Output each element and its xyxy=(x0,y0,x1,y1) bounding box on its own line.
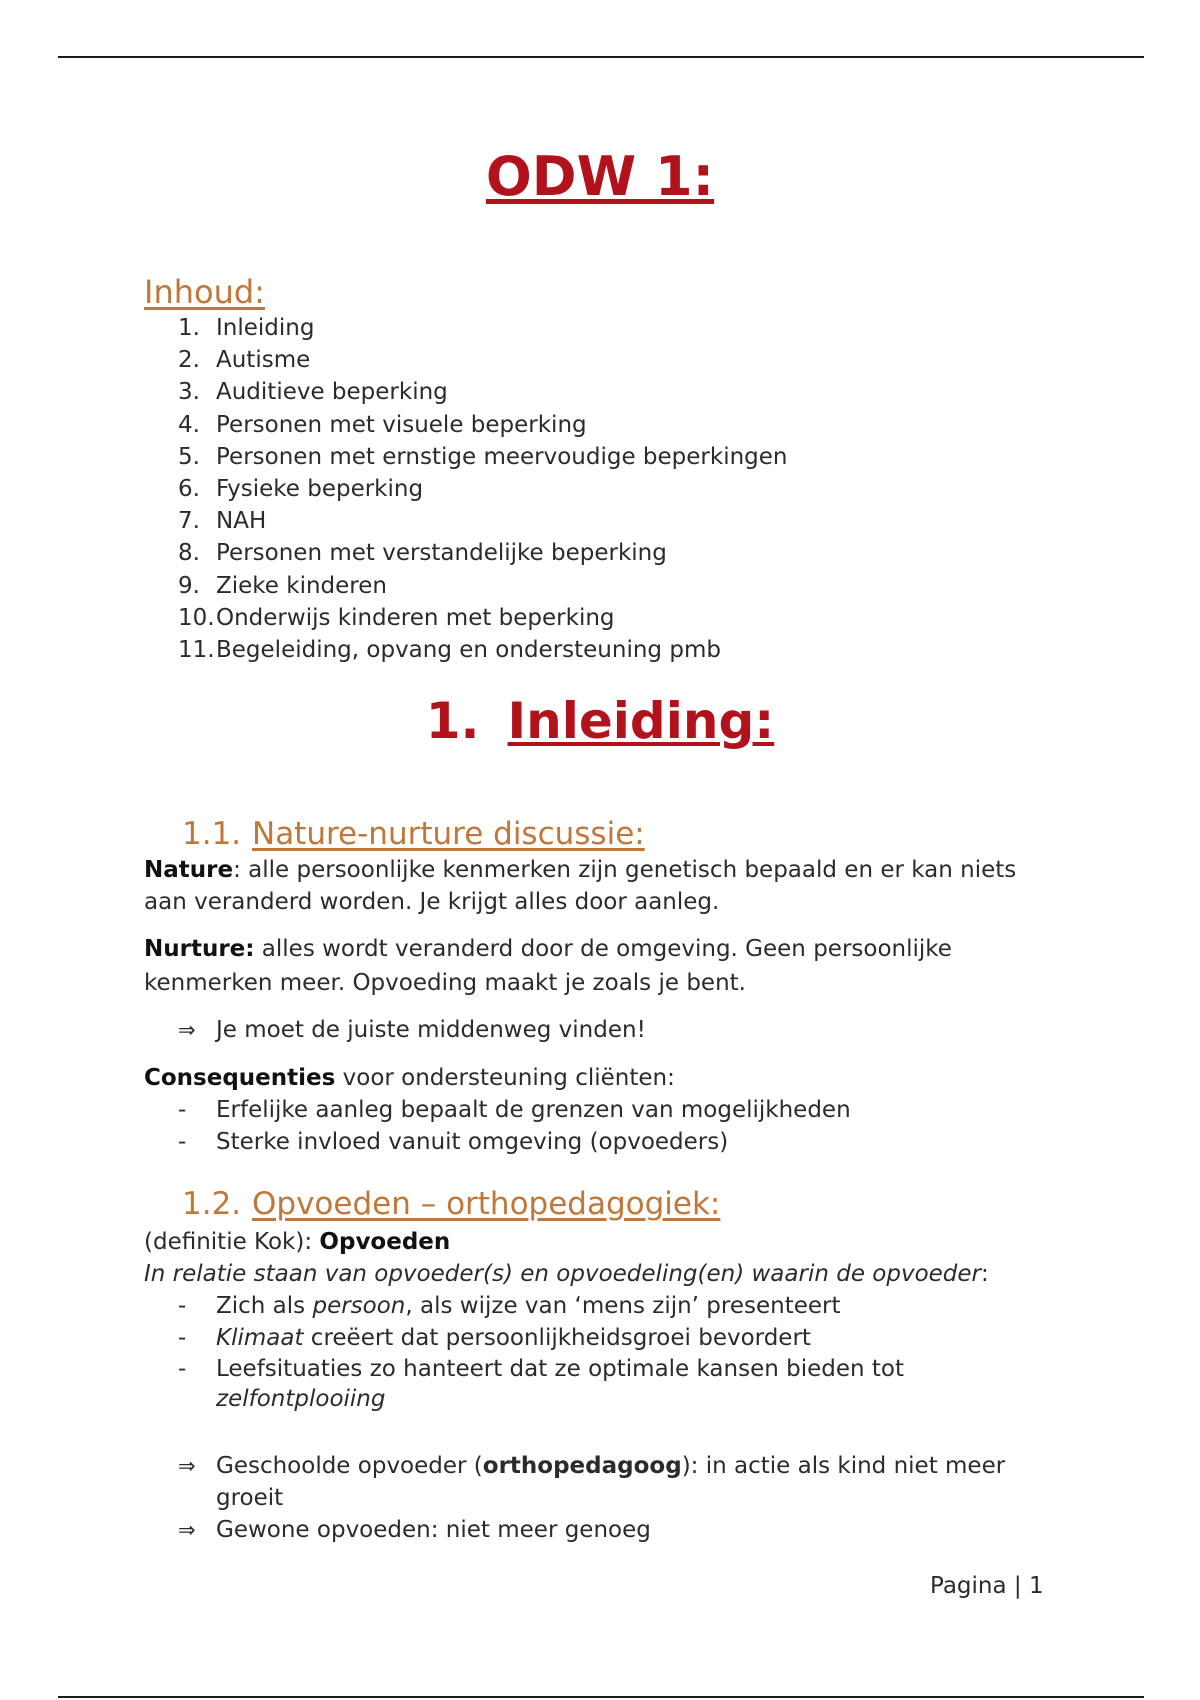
consequences-paragraph: Consequenties voor ondersteuning cliënten: xyxy=(144,1065,675,1091)
list-item: - Klimaat creëert dat persoonlijkheidsgroei bevordert xyxy=(178,1325,811,1351)
arrow-point: ⇒ Je moet de juiste middenweg vinden! xyxy=(178,1014,1038,1046)
list-item: - Erfelijke aanleg bepaalt de grenzen van mogelijkheden xyxy=(178,1097,851,1123)
toc-item[interactable]: 1. Inleiding xyxy=(178,315,315,341)
arrow-point: ⇒ Gewone opvoeden: niet meer genoeg xyxy=(178,1514,1038,1546)
chapter-heading xyxy=(0,690,1200,752)
toc-item[interactable]: 8. Personen met verstandelijke beperking xyxy=(178,540,667,567)
arrow-icon: ⇒ xyxy=(178,1518,196,1542)
definition-line: (definitie Kok): Opvoeden xyxy=(144,1229,451,1255)
toc-item[interactable]: 7. NAH xyxy=(178,508,267,535)
toc-item[interactable]: 5. Personen met ernstige meervoudige beperkingen xyxy=(178,443,788,470)
toc-item[interactable]: 2. Autisme xyxy=(178,347,311,374)
toc-heading: Inhoud: xyxy=(144,273,265,311)
chapter-number: 1. xyxy=(425,692,480,750)
table-of-contents xyxy=(178,312,788,666)
top-rule xyxy=(58,56,1144,58)
definition-text: In relatie staan van opvoeder(s) en opvoedeling(en) waarin de opvoeder: xyxy=(144,1261,989,1287)
arrow-point: ⇒ Geschoolde opvoeder (orthopedagoog): in actie als kind niet meer groeit xyxy=(178,1450,1008,1514)
toc-item[interactable]: 11.Begeleiding, opvang en ondersteuning pmb xyxy=(178,637,721,664)
document-title: ODW 1: xyxy=(485,145,715,208)
section-heading-1-1: 1.1. Nature-nurture discussie: xyxy=(182,816,645,852)
arrow-icon: ⇒ xyxy=(178,1018,196,1042)
toc-item[interactable]: 10.Onderwijs kinderen met beperking xyxy=(178,604,615,631)
toc-item[interactable]: 4. Personen met visuele beperking xyxy=(178,411,587,438)
toc-item[interactable]: 3. Auditieve beperking xyxy=(178,379,448,406)
section-heading-1-2: 1.2. Opvoeden – orthopedagogiek: xyxy=(182,1186,721,1222)
bottom-rule xyxy=(58,1696,1144,1698)
nurture-paragraph: Nurture: alles wordt veranderd door de omgeving. Geen persoonlijke kenmerken meer. Opvoeding maakt je zoals je bent. xyxy=(144,936,952,996)
toc-item[interactable]: 9. Zieke kinderen xyxy=(178,572,387,599)
list-item: - Leefsituaties zo hanteert dat ze optimale kansen bieden tot zelfontplooiing xyxy=(178,1356,905,1412)
list-item: - Zich als persoon, als wijze van ‘mens zijn’ presenteert xyxy=(178,1293,841,1319)
page-number: Pagina | 1 xyxy=(930,1573,1044,1599)
chapter-title: Inleiding: xyxy=(507,692,775,750)
toc-item[interactable]: 6. Fysieke beperking xyxy=(178,476,424,503)
list-item: - Sterke invloed vanuit omgeving (opvoeders) xyxy=(178,1129,729,1155)
arrow-icon: ⇒ xyxy=(178,1454,196,1478)
nature-paragraph: Nature: alle persoonlijke kenmerken zijn genetisch bepaald en er kan niets aan veranderd worden. Je krijgt alles door aanleg. xyxy=(144,857,1017,915)
